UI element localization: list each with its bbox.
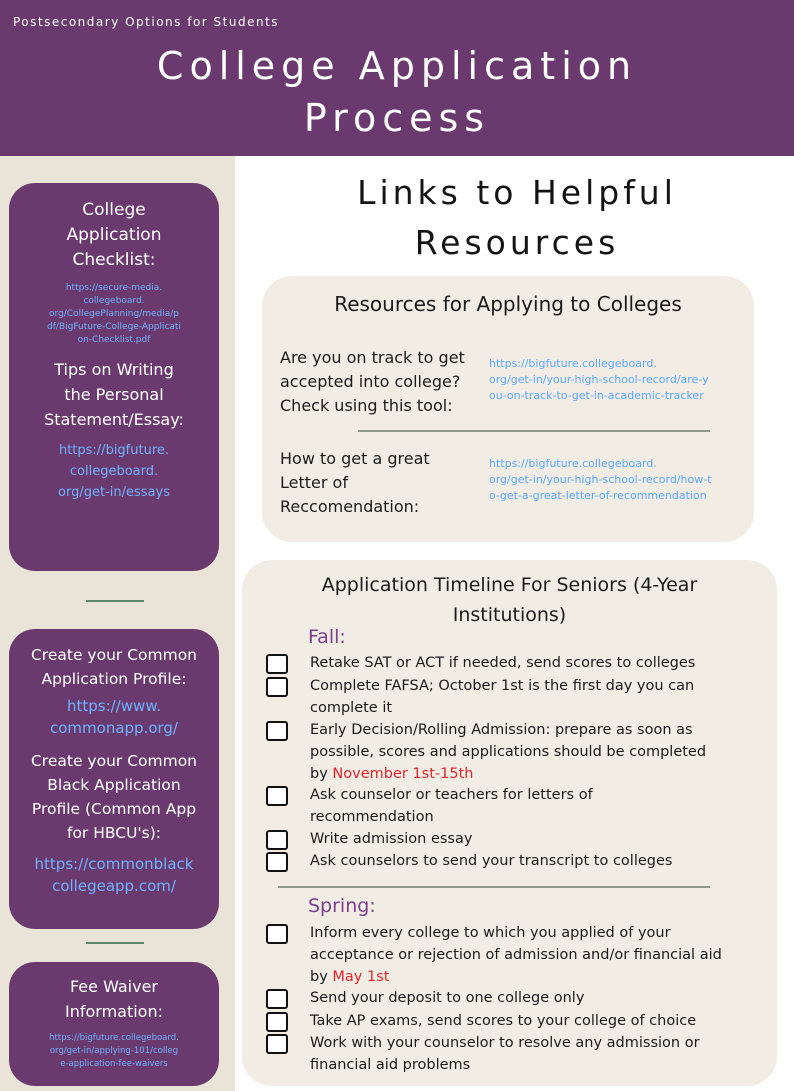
fee-waiver-link-line[interactable]: org/get-in/applying-101/colleg	[49, 1046, 179, 1056]
checklist-item-line: Inform every college to which you applied of your	[310, 925, 671, 941]
resource-question-line: Check using this tool:	[280, 396, 453, 415]
sidebar-divider	[86, 942, 144, 944]
tips-heading-line: the Personal	[64, 385, 164, 404]
deadline-date: November 1st-15th	[332, 766, 474, 782]
checklist-item-text	[310, 1010, 740, 1032]
checkbox[interactable]	[266, 721, 288, 741]
common-app-heading-line: Application Profile:	[41, 670, 187, 688]
checklist-item-text	[310, 719, 740, 785]
checklist-item-line: Retake SAT or ACT if needed, send scores to colleges	[310, 655, 696, 671]
checklist-heading	[9, 198, 219, 273]
checkbox[interactable]	[266, 989, 288, 1009]
checklist-heading-line: Application	[66, 225, 162, 245]
checklist-link[interactable]	[9, 282, 219, 347]
checklist-heading-line: College	[82, 200, 146, 220]
resource-question-line: Reccomendation:	[280, 497, 420, 516]
resource-link-line[interactable]: https://bigfuture.collegeboard.	[489, 457, 657, 470]
checkbox[interactable]	[266, 830, 288, 850]
title-line-1: College Application	[156, 44, 638, 88]
spring-label: Spring:	[308, 895, 376, 917]
fee-waiver-heading-line: Information:	[64, 1002, 163, 1021]
fall-label: Fall:	[308, 626, 346, 648]
resource-question-line: Are you on track to get	[280, 348, 465, 367]
fee-waiver-heading-line: Fee Waiver	[69, 977, 159, 996]
sidebar	[0, 156, 235, 1091]
resource-link[interactable]	[489, 456, 747, 504]
essays-link-line[interactable]: https://bigfuture.	[58, 443, 170, 458]
checklist-item-line: acceptance or rejection of admission and/or financial aid	[310, 947, 722, 963]
page-title	[0, 40, 794, 144]
checklist-link-line[interactable]: https://secure-media.	[65, 283, 163, 293]
timeline-heading-line: Application Timeline For Seniors (4-Year	[321, 574, 698, 596]
checklist-item-text	[310, 1032, 740, 1076]
common-app-heading-line: Create your Common	[30, 646, 198, 664]
checklist-item-line: possible, scores and applications should be completed	[310, 744, 707, 760]
checklist-link-line[interactable]: df/BigFuture-College-Applicati	[47, 322, 181, 332]
fee-waiver-heading	[9, 974, 219, 1024]
fee-waiver-card	[9, 962, 219, 1086]
checklist-item-text	[310, 828, 740, 850]
checklist-item-line	[310, 966, 740, 988]
section-title-line: Links to Helpful	[357, 173, 677, 212]
common-app-link[interactable]	[9, 695, 219, 739]
resource-link-line[interactable]: https://bigfuture.collegeboard.	[489, 357, 657, 370]
timeline-card	[242, 560, 777, 1086]
resource-link-line[interactable]: org/get-in/your-high-school-record/how-t	[489, 473, 712, 486]
tips-heading	[9, 357, 219, 432]
resource-question	[280, 447, 480, 519]
deadline-date: May 1st	[332, 969, 390, 985]
fee-waiver-link[interactable]	[9, 1032, 219, 1071]
common-black-link-line[interactable]: https://commonblack	[34, 855, 194, 873]
resources-heading: Resources for Applying to Colleges	[334, 292, 682, 316]
checklist-item-line: Work with your counselor to resolve any admission or	[310, 1035, 700, 1051]
page-header	[0, 0, 794, 156]
common-black-heading-line: Create your Common	[30, 752, 198, 770]
checklist-item-prefix: by	[310, 969, 333, 985]
sidebar-divider	[86, 600, 144, 602]
checkbox[interactable]	[266, 1012, 288, 1032]
checkbox[interactable]	[266, 852, 288, 872]
checklist-item-line: financial aid problems	[310, 1057, 471, 1073]
checkbox[interactable]	[266, 677, 288, 697]
checklist-item-line: Write admission essay	[310, 831, 473, 847]
resource-link[interactable]	[489, 356, 747, 404]
resource-link-line[interactable]: org/get-in/your-high-school-record/are-y	[489, 373, 709, 386]
checkbox[interactable]	[266, 786, 288, 806]
timeline-divider	[278, 886, 710, 888]
resource-question	[280, 346, 480, 418]
resource-question-line: Letter of	[280, 473, 348, 492]
resource-link-line[interactable]: o-get-a-great-letter-of-recommendation	[489, 489, 707, 502]
checklist-item-text	[310, 922, 740, 988]
checklist-item-text	[310, 675, 740, 719]
title-line-2: Process	[303, 96, 491, 140]
common-app-card	[9, 629, 219, 929]
checklist-link-line[interactable]: org/CollegePlanning/media/p	[49, 309, 179, 319]
common-app-link-line[interactable]: https://www.	[67, 697, 161, 715]
checklist-heading-line: Checklist:	[72, 250, 156, 270]
checklist-item-line: complete it	[310, 700, 393, 716]
checklist-item-line: Early Decision/Rolling Admission: prepare as soon as	[310, 722, 693, 738]
common-black-link-line[interactable]: collegeapp.com/	[52, 877, 176, 895]
checklist-item-line: Take AP exams, send scores to your college of choice	[310, 1013, 697, 1029]
checklist-item-line	[310, 763, 740, 785]
section-title	[262, 168, 772, 268]
checklist-item-prefix: by	[310, 766, 333, 782]
checklist-link-line[interactable]: on-Checklist.pdf	[77, 335, 151, 345]
essays-link[interactable]	[9, 440, 219, 503]
resources-card	[262, 276, 754, 542]
common-black-heading	[9, 749, 219, 845]
resource-link-line[interactable]: ou-on-track-to-get-in-academic-tracker	[489, 389, 704, 402]
checklist-item-text	[310, 850, 740, 872]
resources-divider	[358, 430, 710, 432]
checklist-item-line: Ask counselor or teachers for letters of	[310, 787, 593, 803]
tips-heading-line: Statement/Essay:	[44, 410, 184, 429]
common-black-heading-line: for HBCU's):	[66, 824, 162, 842]
checkbox[interactable]	[266, 1034, 288, 1054]
resource-question-line: How to get a great	[280, 449, 430, 468]
tips-heading-line: Tips on Writing	[54, 360, 174, 379]
checklist-card	[9, 183, 219, 571]
checklist-item-text	[310, 652, 740, 674]
section-title-line: Resources	[414, 223, 620, 262]
essays-link-line[interactable]: collegeboard.	[69, 464, 159, 479]
checkbox[interactable]	[266, 924, 288, 944]
resource-question-line: accepted into college?	[280, 372, 461, 391]
timeline-heading-line: Institutions)	[452, 604, 567, 626]
common-app-heading	[9, 643, 219, 691]
checklist-item-line: Complete FAFSA; October 1st is the first day you can	[310, 678, 695, 694]
timeline-heading	[242, 570, 777, 630]
checklist-item-text	[310, 987, 740, 1009]
checkbox[interactable]	[266, 654, 288, 674]
header-kicker: Postsecondary Options for Students	[13, 15, 280, 29]
common-app-link-line[interactable]: commonapp.org/	[50, 719, 178, 737]
fee-waiver-link-line[interactable]: e-application-fee-waivers	[60, 1059, 168, 1069]
essays-link-line[interactable]: org/get-in/essays	[58, 485, 170, 500]
checklist-item-line: Ask counselors to send your transcript to colleges	[310, 853, 673, 869]
checklist-item-line: Send your deposit to one college only	[310, 990, 585, 1006]
common-black-link[interactable]	[9, 853, 219, 897]
common-black-heading-line: Black Application	[47, 776, 181, 794]
checklist-item-text	[310, 784, 740, 828]
common-black-heading-line: Profile (Common App	[31, 800, 197, 818]
fee-waiver-link-line[interactable]: https://bigfuture.collegeboard.	[49, 1033, 179, 1043]
checklist-item-line: recommendation	[310, 809, 434, 825]
checklist-link-line[interactable]: collegeboard.	[83, 296, 145, 306]
